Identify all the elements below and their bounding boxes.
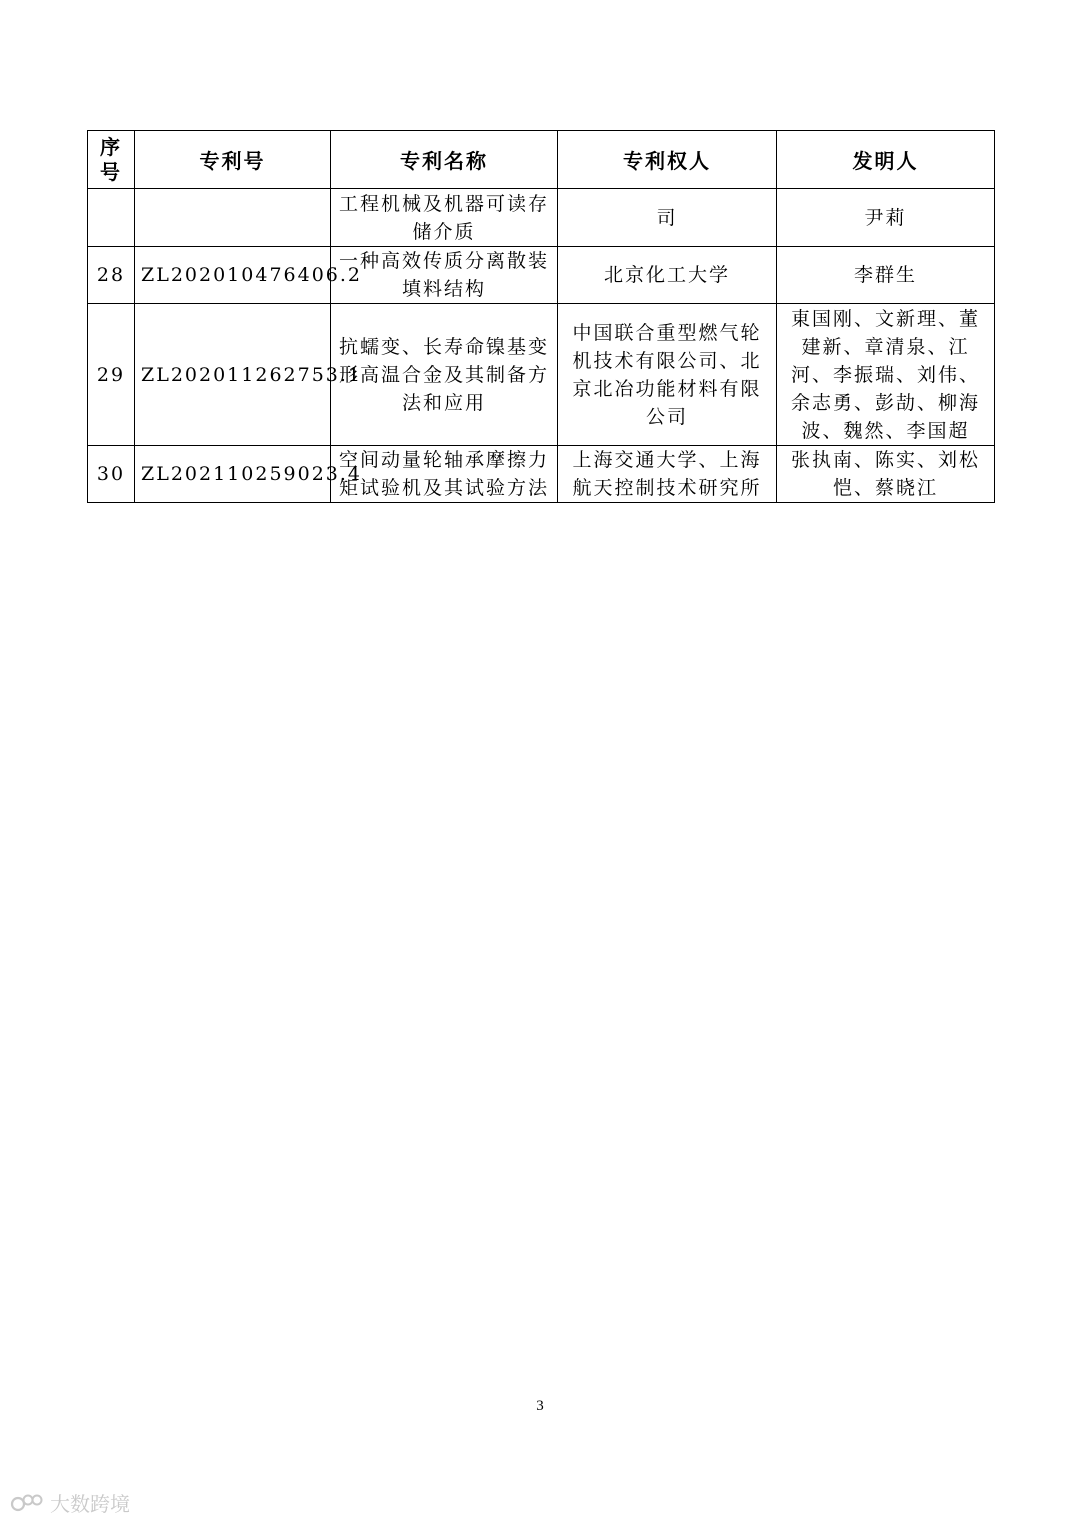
cell-seq (88, 189, 135, 247)
header-inventor: 发明人 (777, 131, 995, 189)
cell-patent-name: 抗蠕变、长寿命镍基变形高温合金及其制备方法和应用 (331, 304, 558, 446)
page-number: 3 (536, 1398, 544, 1414)
watermark-text: 大数跨境 (50, 1492, 130, 1516)
cell-patentee: 司 (558, 189, 777, 247)
cell-patent-no: ZL202010476406.2 (135, 247, 331, 304)
cell-seq: 28 (88, 247, 135, 304)
watermark (10, 1488, 130, 1517)
table-row (88, 247, 995, 304)
cell-patentee: 上海交通大学、上海航天控制技术研究所 (558, 446, 777, 503)
cell-inventor: 尹莉 (777, 189, 995, 247)
cell-seq: 29 (88, 304, 135, 446)
header-patent-no: 专利号 (135, 131, 331, 189)
cell-patent-no: ZL202011262753.1 (135, 304, 331, 446)
header-patentee: 专利权人 (558, 131, 777, 189)
header-seq: 序 号 (88, 131, 135, 189)
cell-inventor: 李群生 (777, 247, 995, 304)
table-row (88, 189, 995, 247)
header-patent-name: 专利名称 (331, 131, 558, 189)
cell-seq: 30 (88, 446, 135, 503)
cell-patent-no: ZL202110259023.4 (135, 446, 331, 503)
patent-table (87, 130, 995, 503)
cell-patentee: 中国联合重型燃气轮机技术有限公司、北京北冶功能材料有限公司 (558, 304, 777, 446)
cell-patent-name: 工程机械及机器可读存储介质 (331, 189, 558, 247)
cell-patent-name: 空间动量轮轴承摩擦力矩试验机及其试验方法 (331, 446, 558, 503)
table-row (88, 304, 995, 446)
cell-inventor: 张执南、陈实、刘松恺、蔡晓江 (777, 446, 995, 503)
table-header-row (88, 131, 995, 189)
table-row (88, 446, 995, 503)
logo-icon (10, 1492, 44, 1514)
cell-patentee: 北京化工大学 (558, 247, 777, 304)
cell-patent-no (135, 189, 331, 247)
cell-patent-name: 一种高效传质分离散装填料结构 (331, 247, 558, 304)
cell-inventor: 東国刚、文新理、董建新、章清泉、江河、李振瑞、刘伟、余志勇、彭劼、柳海波、魏然、李国超 (777, 304, 995, 446)
